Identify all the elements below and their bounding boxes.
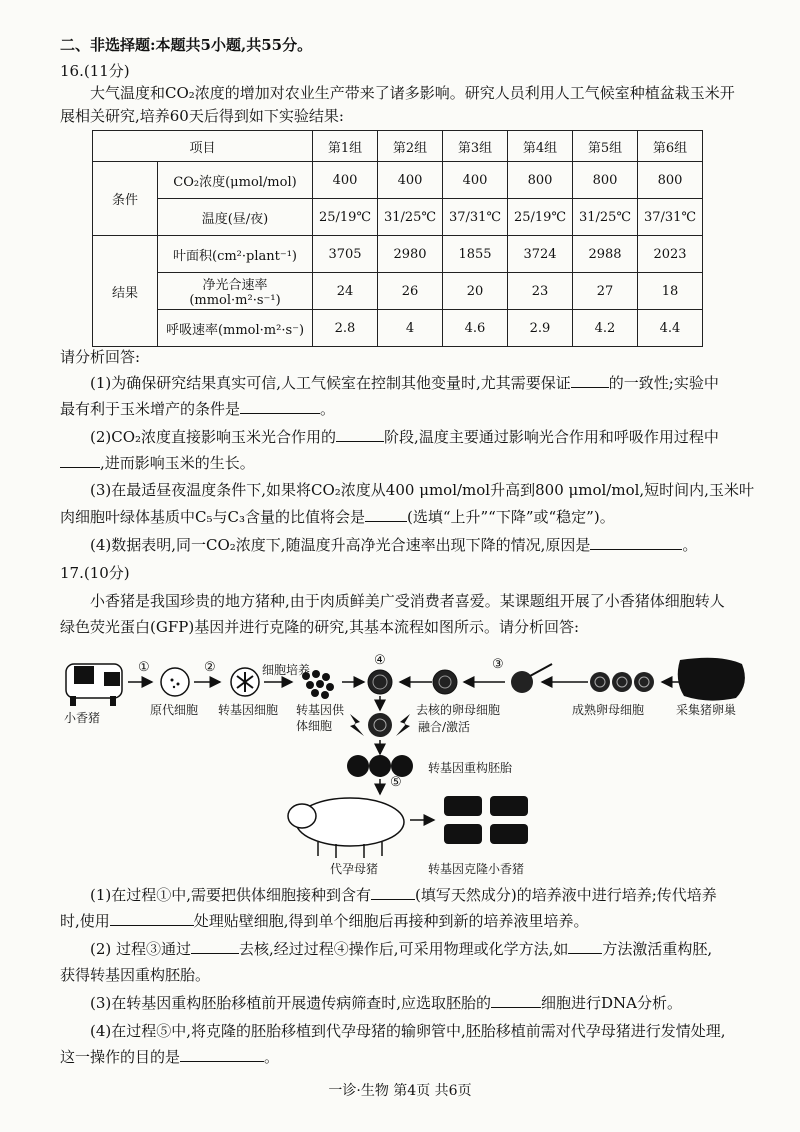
enucleation-pipette-icon <box>511 664 552 693</box>
table-cell: 31/25℃ <box>573 199 638 236</box>
table-row-label: 叶面积(cm²·plant⁻¹) <box>158 236 313 273</box>
table-header-item: 项目 <box>93 131 313 162</box>
q16-intro-1: 大气温度和CO₂浓度的增加对农业生产带来了诸多影响。研究人员利用人工气候室种植盆栽玉米开 <box>90 84 735 102</box>
q17-part1-line2: 时,使用 处理贴壁细胞,得到单个细胞后再接种到新的培养液里培养。 <box>60 912 589 930</box>
table-cell: 20 <box>443 273 508 310</box>
pig-ovary-icon <box>678 658 745 701</box>
section-header: 二、非选择题:本题共5小题,共55分。 <box>60 36 313 54</box>
table-header-g1: 第1组 <box>313 131 378 162</box>
answer-blank[interactable] <box>336 427 384 442</box>
q17-number: 17.(10分) <box>60 564 130 582</box>
label-enucleated-oocyte: 去核的卵母细胞 <box>416 703 501 717</box>
original-cell-icon <box>161 668 189 696</box>
q16-part1-line2: 最有利于玉米增产的条件是 。 <box>60 400 336 418</box>
page-footer: 一诊·生物 第4页 共6页 <box>328 1083 472 1099</box>
table-header-g2: 第2组 <box>378 131 443 162</box>
table-row-label: 净光合速率(mmol·m²·s⁻¹) <box>158 273 313 310</box>
answer-blank[interactable] <box>60 453 100 468</box>
enucleated-oocyte-icon <box>433 670 457 694</box>
q16-part2-line2: ,进而影响玉米的生长。 <box>60 452 255 473</box>
table-cell: 24 <box>313 273 378 310</box>
q16-part3-line1: (3)在最适昼夜温度条件下,如果将CO₂浓度从400 μmol/mol升高到800 μmol/mol,短时间内,玉米叶 <box>90 481 754 499</box>
q17-part2-line2: 获得转基因重构胚胎。 <box>60 966 211 984</box>
q16-part4: (4)数据表明,同一CO₂浓度下,随温度升高净光合速率出现下降的情况,原因是 。 <box>90 536 698 554</box>
label-donor-cell-2: 体细胞 <box>296 719 333 733</box>
table-cell: 2980 <box>378 236 443 273</box>
table-cell: 2988 <box>573 236 638 273</box>
table-header-g3: 第3组 <box>443 131 508 162</box>
table-cell: 4 <box>378 310 443 347</box>
step-3-label: ③ <box>492 657 504 672</box>
table-cell: 25/19℃ <box>508 199 573 236</box>
answer-blank[interactable] <box>571 373 609 388</box>
answer-blank[interactable] <box>568 939 602 954</box>
table-group-conditions: 条件 <box>93 162 158 236</box>
table-cell: 400 <box>443 162 508 199</box>
table-cell: 37/31℃ <box>443 199 508 236</box>
label-surrogate-sow: 代孕母猪 <box>330 862 379 876</box>
table-header-g6: 第6组 <box>638 131 703 162</box>
step-5-label: ⑤ <box>390 775 402 790</box>
q17-part4-line2: 这一操作的目的是 。 <box>60 1048 280 1066</box>
q16-number: 16.(11分) <box>60 62 130 80</box>
mature-oocytes-icon <box>590 672 654 692</box>
table-row-label: 呼吸速率(mmol·m²·s⁻) <box>158 310 313 347</box>
table-cell: 4.4 <box>638 310 703 347</box>
answer-blank[interactable] <box>491 993 541 1008</box>
reconstructed-embryos-icon <box>347 755 413 777</box>
label-original-cell: 原代细胞 <box>150 703 199 717</box>
table-cell: 2.8 <box>313 310 378 347</box>
label-donor-cell-1: 转基因供 <box>296 703 345 717</box>
experiment-table <box>92 130 703 347</box>
answer-blank[interactable] <box>590 535 682 550</box>
step-2-label: ② <box>204 660 216 675</box>
q16-intro-2: 展相关研究,培养60天后得到如下实验结果: <box>60 107 344 125</box>
label-small-pig: 小香猪 <box>64 711 101 725</box>
transgenic-cell-icon <box>231 668 259 696</box>
table-cell: 800 <box>638 162 703 199</box>
surrogate-sow-icon <box>288 798 404 858</box>
q17-intro-1: 小香猪是我国珍贵的地方猪种,由于肉质鲜美广受消费者喜爱。某课题组开展了小香猪体细胞转人 <box>90 592 725 610</box>
label-collect-ovary: 采集猪卵巢 <box>676 703 737 717</box>
answer-blank[interactable] <box>365 507 407 522</box>
label-mature-oocyte: 成熟卵母细胞 <box>572 703 645 717</box>
cloning-flow-diagram <box>60 650 760 880</box>
table-cell: 3705 <box>313 236 378 273</box>
table-cell: 3724 <box>508 236 573 273</box>
fusion-cell-icon <box>368 713 392 737</box>
table-cell: 25/19℃ <box>313 199 378 236</box>
table-cell: 1855 <box>443 236 508 273</box>
table-cell: 400 <box>378 162 443 199</box>
answer-blank[interactable] <box>191 939 239 954</box>
table-cell: 31/25℃ <box>378 199 443 236</box>
table-group-results: 结果 <box>93 236 158 347</box>
q16-prompt: 请分析回答: <box>60 348 141 366</box>
table-cell: 800 <box>508 162 573 199</box>
table-header-g5: 第5组 <box>573 131 638 162</box>
table-row-label: 温度(昼/夜) <box>158 199 313 236</box>
table-cell: 2.9 <box>508 310 573 347</box>
table-header-g4: 第4组 <box>508 131 573 162</box>
q16-part3-line2: 肉细胞叶绿体基质中C₅与C₃含量的比值将会是 (选填“上升”“下降”或“稳定”)。 <box>60 508 615 526</box>
label-reconstructed-embryo: 转基因重构胚胎 <box>428 761 513 775</box>
reconstructed-cell-icon <box>368 670 392 694</box>
cloned-piglets-icon <box>444 796 528 844</box>
label-fusion-activation: 融合/激活 <box>418 720 471 734</box>
table-row-label: CO₂浓度(μmol/mol) <box>158 162 313 199</box>
q17-part4-line1: (4)在过程⑤中,将克隆的胚胎移植到代孕母猪的输卵管中,胚胎移植前需对代孕母猪进行发情处理, <box>90 1022 726 1040</box>
answer-blank[interactable] <box>180 1047 264 1062</box>
q17-part3: (3)在转基因重构胚胎移植前开展遗传病筛查时,应选取胚胎的 细胞进行DNA分析。 <box>90 994 683 1012</box>
small-pig-icon <box>66 664 122 706</box>
table-cell: 37/31℃ <box>638 199 703 236</box>
table-cell: 400 <box>313 162 378 199</box>
table-cell: 23 <box>508 273 573 310</box>
table-cell: 2023 <box>638 236 703 273</box>
q16-part2-line1: (2)CO₂浓度直接影响玉米光合作用的 阶段,温度主要通过影响光合作用和呼吸作用过程中 <box>90 428 719 446</box>
table-cell: 4.2 <box>573 310 638 347</box>
q17-part1-line1: (1)在过程①中,需要把供体细胞接种到含有 (填写天然成分)的培养液中进行培养;传代培养 <box>90 886 717 904</box>
answer-blank[interactable] <box>240 399 320 414</box>
table-cell: 18 <box>638 273 703 310</box>
table-cell: 4.6 <box>443 310 508 347</box>
step-1-label: ① <box>138 660 150 675</box>
table-cell: 800 <box>573 162 638 199</box>
table-cell: 26 <box>378 273 443 310</box>
q17-part2-line1: (2) 过程③通过 去核,经过过程④操作后,可采用物理或化学方法,如 方法激活重构胚, <box>90 940 713 958</box>
answer-blank[interactable] <box>371 885 415 900</box>
label-transgenic-cell: 转基因细胞 <box>218 703 279 717</box>
step-4-label: ④ <box>374 653 386 668</box>
label-cloned-piglets: 转基因克隆小香猪 <box>428 862 525 876</box>
answer-blank[interactable] <box>110 911 194 926</box>
q17-intro-2: 绿色荧光蛋白(GFP)基因并进行克隆的研究,其基本流程如图所示。请分析回答: <box>60 618 580 636</box>
table-cell: 27 <box>573 273 638 310</box>
q16-part1-line1: (1)为确保研究结果真实可信,人工气候室在控制其他变量时,尤其需要保证 的一致性;实验中 <box>90 374 719 392</box>
label-cell-culture: 细胞培养 <box>262 663 311 677</box>
